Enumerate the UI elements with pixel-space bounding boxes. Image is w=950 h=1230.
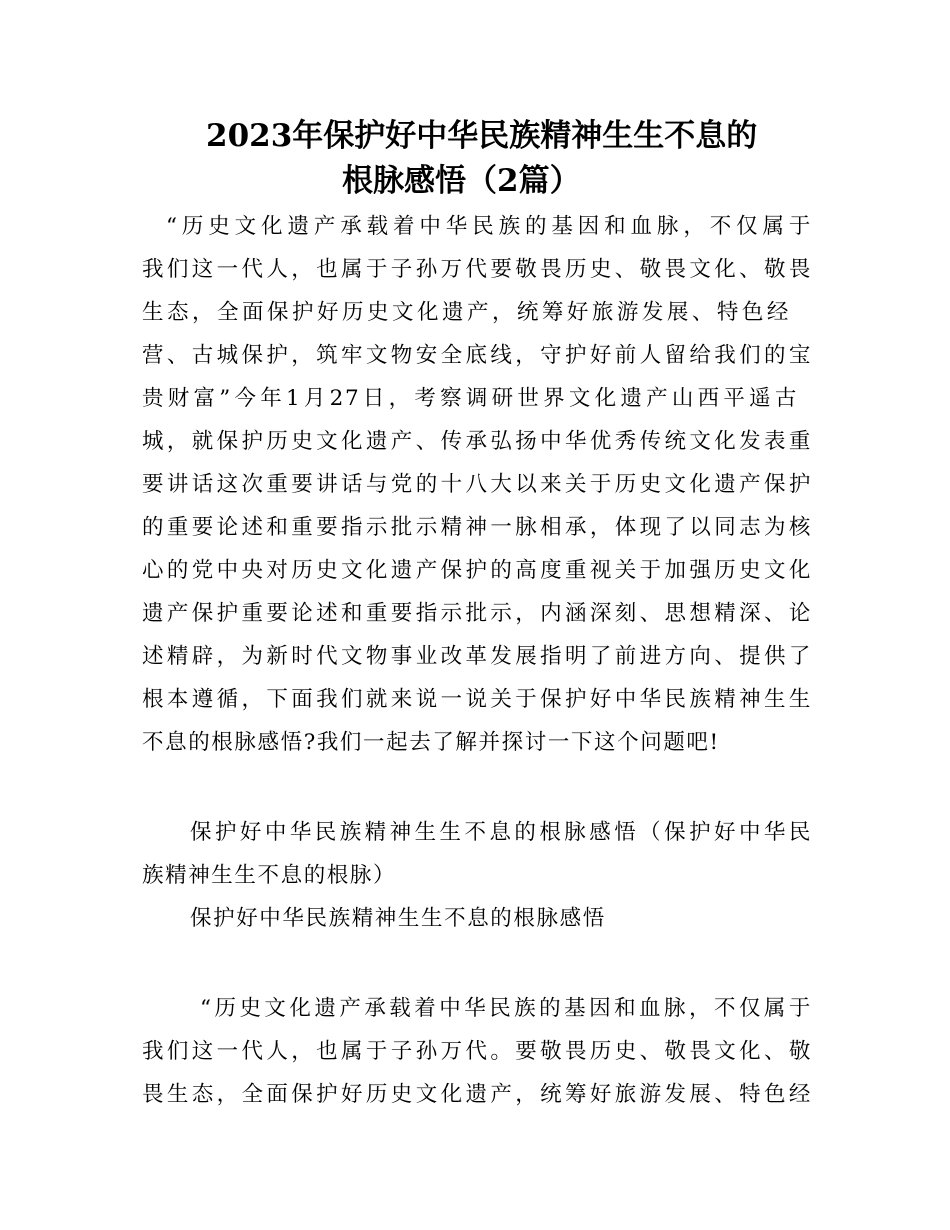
section-heading-line: 族精神生生不息的根脉） bbox=[142, 863, 397, 888]
intro-line: 贵财富”今年1月27日，考察调研世界文化遗产山西平遥古 bbox=[142, 386, 798, 411]
intro-line: “历史文化遗产承载着中华民族的基因和血脉，不仅属于 bbox=[166, 214, 812, 239]
intro-line: 的重要论述和重要指示批示精神一脉相承，体现了以同志为核 bbox=[142, 515, 812, 540]
section-heading-line: 保护好中华民族精神生生不息的根脉感悟（保护好中华民 bbox=[190, 820, 812, 845]
intro-line: 遗产保护重要论述和重要指示批示，内涵深刻、思想精深、论 bbox=[142, 601, 812, 626]
intro-line: 营、古城保护，筑牢文物安全底线，守护好前人留给我们的宝 bbox=[142, 343, 812, 368]
intro-line: 心的党中央对历史文化遗产保护的高度重视关于加强历史文化 bbox=[142, 558, 812, 583]
intro-line: 不息的根脉感悟?我们一起去了解并探讨一下这个问题吧! bbox=[142, 730, 720, 755]
intro-line: 要讲话这次重要讲话与党的十八大以来关于历史文化遗产保护 bbox=[142, 472, 812, 497]
document-title-line-1: 2023年保护好中华民族精神生生不息的 bbox=[206, 118, 758, 154]
intro-line: 我们这一代人，也属于子孙万代要敬畏历史、敬畏文化、敬畏 bbox=[142, 257, 812, 282]
body-line: “历史文化遗产承载着中华民族的基因和血脉，不仅属于 bbox=[200, 996, 812, 1021]
body-line: 我们这一代人，也属于子孙万代。要敬畏历史、敬畏文化、敬 bbox=[142, 1039, 812, 1064]
intro-line: 根本遵循，下面我们就来说一说关于保护好中华民族精神生生 bbox=[142, 687, 812, 712]
article-title: 保护好中华民族精神生生不息的根脉感悟 bbox=[190, 906, 606, 931]
document-title-line-2: 根脉感悟（2篇） bbox=[342, 163, 581, 199]
intro-line: 城，就保护历史文化遗产、传承弘扬中华优秀传统文化发表重 bbox=[142, 429, 812, 454]
intro-line: 生态，全面保护好历史文化遗产，统筹好旅游发展、特色经 bbox=[142, 300, 790, 325]
body-line: 畏生态，全面保护好历史文化遗产，统筹好旅游发展、特色经 bbox=[142, 1082, 812, 1107]
intro-line: 述精辟，为新时代文物事业改革发展指明了前进方向、提供了 bbox=[142, 644, 812, 669]
